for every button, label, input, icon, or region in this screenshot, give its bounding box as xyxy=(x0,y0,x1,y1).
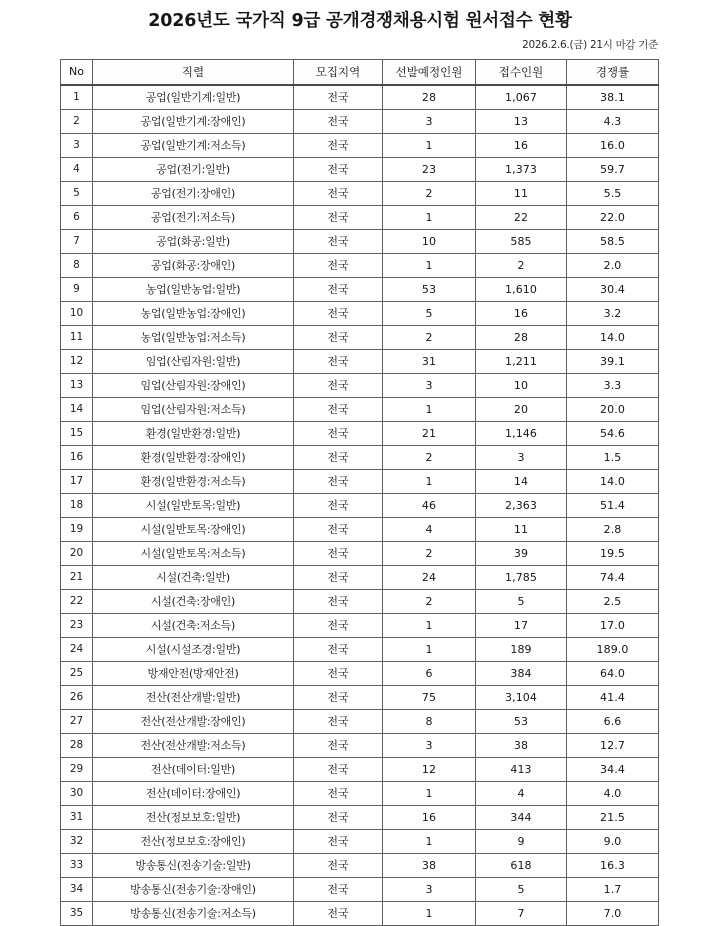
cell-series: 시설(건축:저소득) xyxy=(93,614,294,638)
cell-competition-rate: 1.7 xyxy=(567,878,659,902)
cell-region: 전국 xyxy=(294,590,383,614)
cell-region: 전국 xyxy=(294,446,383,470)
column-header-region: 모집지역 xyxy=(294,60,383,86)
cell-competition-rate: 2.5 xyxy=(567,590,659,614)
cell-applied-count: 1,067 xyxy=(476,85,567,110)
table-row xyxy=(61,542,659,566)
cell-applied-count: 53 xyxy=(476,710,567,734)
cell-series: 공업(화공:일반) xyxy=(93,230,294,254)
cell-no: 5 xyxy=(61,182,93,206)
cell-region: 전국 xyxy=(294,494,383,518)
cell-region: 전국 xyxy=(294,278,383,302)
cell-applied-count: 16 xyxy=(476,134,567,158)
cell-no: 21 xyxy=(61,566,93,590)
cell-region: 전국 xyxy=(294,470,383,494)
cell-region: 전국 xyxy=(294,662,383,686)
cell-region: 전국 xyxy=(294,158,383,182)
table-row xyxy=(61,806,659,830)
cell-no: 27 xyxy=(61,710,93,734)
cell-planned-count: 3 xyxy=(383,734,476,758)
cell-series: 농업(일반농업:일반) xyxy=(93,278,294,302)
cell-no: 11 xyxy=(61,326,93,350)
cell-planned-count: 1 xyxy=(383,206,476,230)
cell-applied-count: 10 xyxy=(476,374,567,398)
cell-applied-count: 585 xyxy=(476,230,567,254)
cell-competition-rate: 2.0 xyxy=(567,254,659,278)
cell-no: 16 xyxy=(61,446,93,470)
cell-planned-count: 16 xyxy=(383,806,476,830)
cell-applied-count: 2,363 xyxy=(476,494,567,518)
table-row xyxy=(61,206,659,230)
cell-no: 18 xyxy=(61,494,93,518)
cell-series: 농업(일반농업:저소득) xyxy=(93,326,294,350)
cell-planned-count: 2 xyxy=(383,590,476,614)
cell-planned-count: 21 xyxy=(383,422,476,446)
cell-region: 전국 xyxy=(294,614,383,638)
cell-applied-count: 1,610 xyxy=(476,278,567,302)
cell-series: 방재안전(방재안전) xyxy=(93,662,294,686)
cell-no: 2 xyxy=(61,110,93,134)
cell-region: 전국 xyxy=(294,206,383,230)
cell-competition-rate: 3.2 xyxy=(567,302,659,326)
cell-planned-count: 5 xyxy=(383,302,476,326)
column-header-series: 직렬 xyxy=(93,60,294,86)
cell-planned-count: 10 xyxy=(383,230,476,254)
cell-competition-rate: 12.7 xyxy=(567,734,659,758)
table-row xyxy=(61,158,659,182)
cell-applied-count: 344 xyxy=(476,806,567,830)
cell-planned-count: 1 xyxy=(383,782,476,806)
cell-no: 19 xyxy=(61,518,93,542)
table-body xyxy=(61,85,659,926)
cell-planned-count: 1 xyxy=(383,254,476,278)
table-row xyxy=(61,638,659,662)
cell-no: 30 xyxy=(61,782,93,806)
cell-region: 전국 xyxy=(294,854,383,878)
cell-series: 환경(일반환경:일반) xyxy=(93,422,294,446)
cell-region: 전국 xyxy=(294,758,383,782)
cell-no: 12 xyxy=(61,350,93,374)
cell-region: 전국 xyxy=(294,374,383,398)
cell-series: 공업(일반기계:일반) xyxy=(93,85,294,110)
cell-planned-count: 8 xyxy=(383,710,476,734)
cell-region: 전국 xyxy=(294,110,383,134)
table-row xyxy=(61,854,659,878)
table-row xyxy=(61,494,659,518)
cell-applied-count: 11 xyxy=(476,518,567,542)
cell-series: 방송통신(전송기술:일반) xyxy=(93,854,294,878)
cell-series: 시설(일반토목:저소득) xyxy=(93,542,294,566)
cell-planned-count: 2 xyxy=(383,542,476,566)
cell-applied-count: 16 xyxy=(476,302,567,326)
cell-no: 28 xyxy=(61,734,93,758)
cell-no: 4 xyxy=(61,158,93,182)
cell-planned-count: 2 xyxy=(383,326,476,350)
page-title: 2026년도 국가직 9급 공개경쟁채용시험 원서접수 현황 xyxy=(148,11,572,31)
cell-series: 전산(정보보호:장애인) xyxy=(93,830,294,854)
cell-region: 전국 xyxy=(294,806,383,830)
table-row xyxy=(61,614,659,638)
cell-series: 전산(데이터:장애인) xyxy=(93,782,294,806)
cell-region: 전국 xyxy=(294,878,383,902)
cell-competition-rate: 2.8 xyxy=(567,518,659,542)
cell-no: 26 xyxy=(61,686,93,710)
table-row xyxy=(61,326,659,350)
cell-series: 방송통신(전송기술:장애인) xyxy=(93,878,294,902)
cell-no: 15 xyxy=(61,422,93,446)
cell-no: 3 xyxy=(61,134,93,158)
cell-no: 7 xyxy=(61,230,93,254)
cell-competition-rate: 20.0 xyxy=(567,398,659,422)
table-row xyxy=(61,230,659,254)
column-header-applied: 접수인원 xyxy=(476,60,567,86)
cell-no: 10 xyxy=(61,302,93,326)
table-header-row xyxy=(61,60,659,86)
cell-series: 시설(일반토목:장애인) xyxy=(93,518,294,542)
cell-competition-rate: 21.5 xyxy=(567,806,659,830)
cell-series: 공업(전기:장애인) xyxy=(93,182,294,206)
table-row xyxy=(61,758,659,782)
cell-region: 전국 xyxy=(294,182,383,206)
cell-applied-count: 22 xyxy=(476,206,567,230)
cell-applied-count: 28 xyxy=(476,326,567,350)
cell-planned-count: 1 xyxy=(383,902,476,926)
column-header-rate: 경쟁률 xyxy=(567,60,659,86)
table-row xyxy=(61,422,659,446)
table-row xyxy=(61,590,659,614)
table-row xyxy=(61,566,659,590)
cell-applied-count: 4 xyxy=(476,782,567,806)
cell-series: 공업(일반기계:장애인) xyxy=(93,110,294,134)
cell-applied-count: 20 xyxy=(476,398,567,422)
cell-region: 전국 xyxy=(294,734,383,758)
table-row xyxy=(61,734,659,758)
cell-region: 전국 xyxy=(294,566,383,590)
table-row xyxy=(61,902,659,926)
table-row xyxy=(61,85,659,110)
cell-region: 전국 xyxy=(294,254,383,278)
cell-planned-count: 12 xyxy=(383,758,476,782)
cell-applied-count: 189 xyxy=(476,638,567,662)
cell-no: 14 xyxy=(61,398,93,422)
cell-region: 전국 xyxy=(294,638,383,662)
cell-planned-count: 3 xyxy=(383,878,476,902)
cell-applied-count: 38 xyxy=(476,734,567,758)
cell-competition-rate: 39.1 xyxy=(567,350,659,374)
cell-planned-count: 23 xyxy=(383,158,476,182)
cell-planned-count: 1 xyxy=(383,134,476,158)
column-header-planned: 선발예정인원 xyxy=(383,60,476,86)
cell-applied-count: 413 xyxy=(476,758,567,782)
cell-competition-rate: 19.5 xyxy=(567,542,659,566)
cell-planned-count: 1 xyxy=(383,638,476,662)
cell-competition-rate: 59.7 xyxy=(567,158,659,182)
table-row xyxy=(61,134,659,158)
cell-region: 전국 xyxy=(294,782,383,806)
table-row xyxy=(61,830,659,854)
cell-planned-count: 1 xyxy=(383,830,476,854)
cell-planned-count: 3 xyxy=(383,374,476,398)
cell-applied-count: 618 xyxy=(476,854,567,878)
cell-series: 전산(정보보호:일반) xyxy=(93,806,294,830)
cell-planned-count: 3 xyxy=(383,110,476,134)
cell-no: 17 xyxy=(61,470,93,494)
cell-no: 22 xyxy=(61,590,93,614)
cell-no: 6 xyxy=(61,206,93,230)
as-of-timestamp: 2026.2.6.(금) 21시 마감 기준 xyxy=(522,39,658,51)
cell-series: 방송통신(전송기술:저소득) xyxy=(93,902,294,926)
cell-competition-rate: 3.3 xyxy=(567,374,659,398)
table-row xyxy=(61,710,659,734)
cell-applied-count: 9 xyxy=(476,830,567,854)
cell-region: 전국 xyxy=(294,686,383,710)
cell-series: 전산(전산개발:저소득) xyxy=(93,734,294,758)
cell-planned-count: 28 xyxy=(383,85,476,110)
cell-planned-count: 1 xyxy=(383,470,476,494)
cell-planned-count: 2 xyxy=(383,182,476,206)
table-row xyxy=(61,662,659,686)
cell-planned-count: 6 xyxy=(383,662,476,686)
cell-planned-count: 31 xyxy=(383,350,476,374)
cell-series: 공업(화공:장애인) xyxy=(93,254,294,278)
cell-competition-rate: 74.4 xyxy=(567,566,659,590)
cell-competition-rate: 22.0 xyxy=(567,206,659,230)
cell-applied-count: 17 xyxy=(476,614,567,638)
cell-planned-count: 46 xyxy=(383,494,476,518)
cell-applied-count: 5 xyxy=(476,590,567,614)
cell-no: 35 xyxy=(61,902,93,926)
cell-competition-rate: 4.0 xyxy=(567,782,659,806)
cell-no: 9 xyxy=(61,278,93,302)
cell-region: 전국 xyxy=(294,902,383,926)
cell-no: 1 xyxy=(61,85,93,110)
cell-region: 전국 xyxy=(294,518,383,542)
table-row xyxy=(61,686,659,710)
cell-applied-count: 3,104 xyxy=(476,686,567,710)
application-status-table xyxy=(60,59,659,926)
cell-series: 농업(일반농업:장애인) xyxy=(93,302,294,326)
cell-no: 33 xyxy=(61,854,93,878)
table-row xyxy=(61,302,659,326)
cell-planned-count: 75 xyxy=(383,686,476,710)
column-header-no: No xyxy=(61,60,93,86)
cell-competition-rate: 51.4 xyxy=(567,494,659,518)
cell-applied-count: 3 xyxy=(476,446,567,470)
cell-competition-rate: 7.0 xyxy=(567,902,659,926)
cell-competition-rate: 34.4 xyxy=(567,758,659,782)
cell-region: 전국 xyxy=(294,302,383,326)
cell-series: 시설(건축:장애인) xyxy=(93,590,294,614)
cell-planned-count: 4 xyxy=(383,518,476,542)
cell-region: 전국 xyxy=(294,350,383,374)
cell-applied-count: 1,785 xyxy=(476,566,567,590)
cell-region: 전국 xyxy=(294,326,383,350)
cell-competition-rate: 5.5 xyxy=(567,182,659,206)
table-row xyxy=(61,110,659,134)
cell-competition-rate: 189.0 xyxy=(567,638,659,662)
cell-no: 34 xyxy=(61,878,93,902)
cell-no: 25 xyxy=(61,662,93,686)
cell-series: 임업(산림자원:장애인) xyxy=(93,374,294,398)
cell-applied-count: 7 xyxy=(476,902,567,926)
cell-competition-rate: 38.1 xyxy=(567,85,659,110)
cell-planned-count: 1 xyxy=(383,398,476,422)
cell-planned-count: 1 xyxy=(383,614,476,638)
cell-planned-count: 2 xyxy=(383,446,476,470)
cell-competition-rate: 41.4 xyxy=(567,686,659,710)
cell-series: 시설(건축:일반) xyxy=(93,566,294,590)
cell-region: 전국 xyxy=(294,710,383,734)
table-row xyxy=(61,278,659,302)
table-row xyxy=(61,470,659,494)
cell-no: 8 xyxy=(61,254,93,278)
cell-no: 23 xyxy=(61,614,93,638)
cell-series: 임업(산림자원:저소득) xyxy=(93,398,294,422)
cell-series: 전산(전산개발:일반) xyxy=(93,686,294,710)
cell-competition-rate: 6.6 xyxy=(567,710,659,734)
cell-applied-count: 5 xyxy=(476,878,567,902)
cell-series: 공업(일반기계:저소득) xyxy=(93,134,294,158)
cell-applied-count: 14 xyxy=(476,470,567,494)
cell-region: 전국 xyxy=(294,398,383,422)
cell-series: 전산(전산개발:장애인) xyxy=(93,710,294,734)
cell-applied-count: 384 xyxy=(476,662,567,686)
cell-series: 환경(일반환경:저소득) xyxy=(93,470,294,494)
cell-series: 환경(일반환경:장애인) xyxy=(93,446,294,470)
cell-no: 29 xyxy=(61,758,93,782)
cell-applied-count: 1,373 xyxy=(476,158,567,182)
cell-applied-count: 11 xyxy=(476,182,567,206)
cell-series: 시설(일반토목:일반) xyxy=(93,494,294,518)
cell-no: 13 xyxy=(61,374,93,398)
cell-competition-rate: 54.6 xyxy=(567,422,659,446)
cell-competition-rate: 16.3 xyxy=(567,854,659,878)
cell-competition-rate: 4.3 xyxy=(567,110,659,134)
cell-applied-count: 1,146 xyxy=(476,422,567,446)
cell-competition-rate: 1.5 xyxy=(567,446,659,470)
cell-competition-rate: 9.0 xyxy=(567,830,659,854)
cell-competition-rate: 14.0 xyxy=(567,326,659,350)
cell-region: 전국 xyxy=(294,134,383,158)
cell-series: 시설(시설조경:일반) xyxy=(93,638,294,662)
cell-competition-rate: 14.0 xyxy=(567,470,659,494)
table-row xyxy=(61,878,659,902)
cell-series: 공업(전기:일반) xyxy=(93,158,294,182)
table-row xyxy=(61,446,659,470)
table-row xyxy=(61,182,659,206)
cell-series: 공업(전기:저소득) xyxy=(93,206,294,230)
cell-competition-rate: 17.0 xyxy=(567,614,659,638)
cell-competition-rate: 16.0 xyxy=(567,134,659,158)
cell-planned-count: 24 xyxy=(383,566,476,590)
table-row xyxy=(61,782,659,806)
cell-applied-count: 39 xyxy=(476,542,567,566)
table-row xyxy=(61,350,659,374)
table-row xyxy=(61,374,659,398)
cell-competition-rate: 64.0 xyxy=(567,662,659,686)
cell-planned-count: 53 xyxy=(383,278,476,302)
table-row xyxy=(61,254,659,278)
cell-region: 전국 xyxy=(294,85,383,110)
cell-no: 20 xyxy=(61,542,93,566)
cell-competition-rate: 58.5 xyxy=(567,230,659,254)
cell-applied-count: 13 xyxy=(476,110,567,134)
cell-region: 전국 xyxy=(294,230,383,254)
cell-planned-count: 38 xyxy=(383,854,476,878)
cell-region: 전국 xyxy=(294,830,383,854)
table-row xyxy=(61,518,659,542)
table-row xyxy=(61,398,659,422)
table-header xyxy=(61,60,659,86)
cell-region: 전국 xyxy=(294,422,383,446)
cell-series: 임업(산림자원:일반) xyxy=(93,350,294,374)
cell-no: 31 xyxy=(61,806,93,830)
cell-region: 전국 xyxy=(294,542,383,566)
cell-series: 전산(데이터:일반) xyxy=(93,758,294,782)
cell-no: 24 xyxy=(61,638,93,662)
cell-applied-count: 2 xyxy=(476,254,567,278)
table-container xyxy=(60,59,658,926)
cell-applied-count: 1,211 xyxy=(476,350,567,374)
cell-competition-rate: 30.4 xyxy=(567,278,659,302)
cell-no: 32 xyxy=(61,830,93,854)
